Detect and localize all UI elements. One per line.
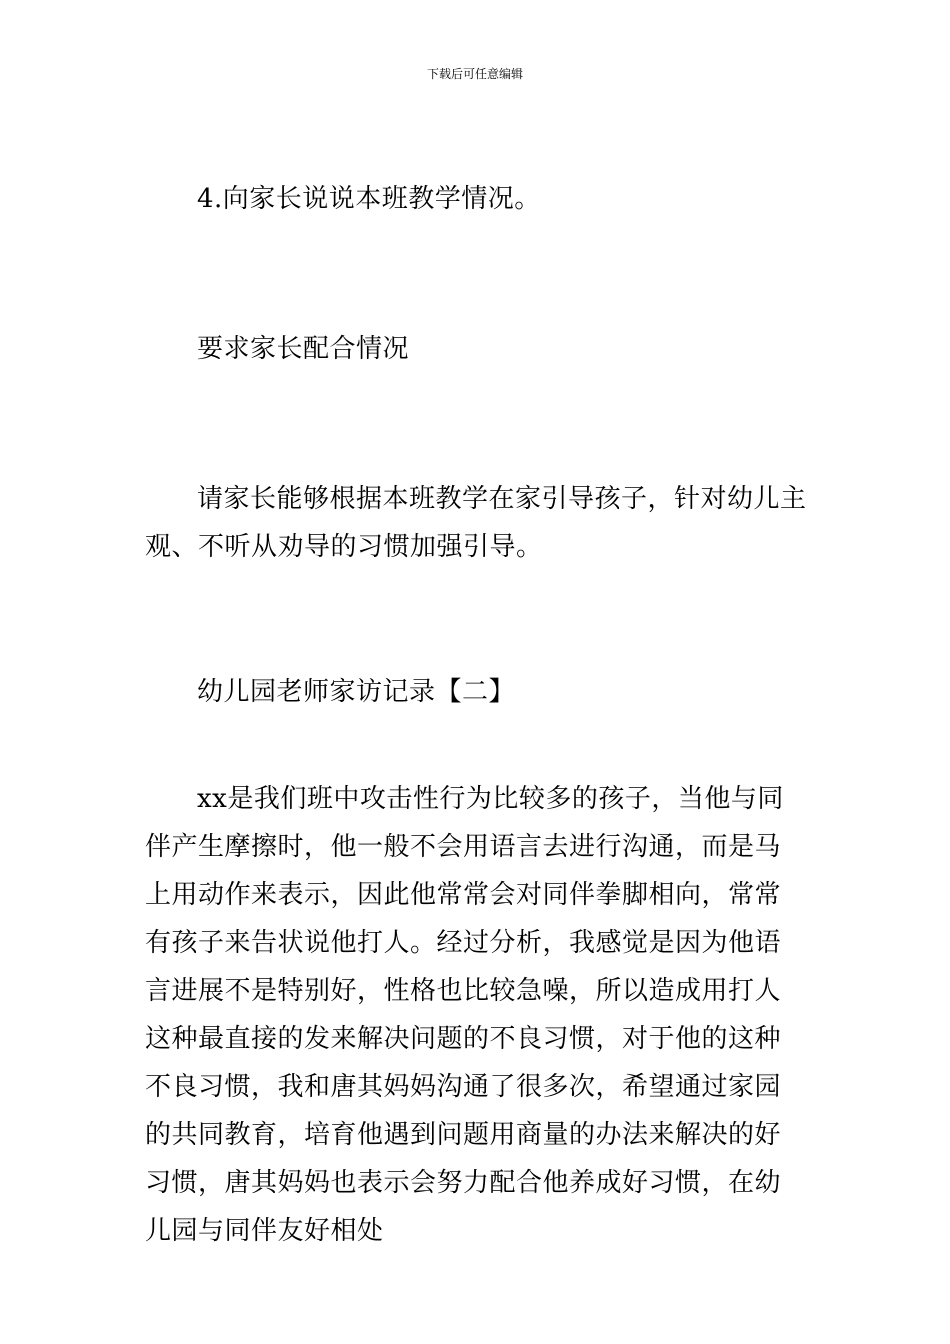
header-note: 下载后可任意编辑 [426, 67, 523, 81]
list-item-4: 4.向家长说说本班教学情况。 [197, 184, 541, 214]
record-title: 幼儿园老师家访记录【二】 [197, 677, 516, 707]
section-heading: 要求家长配合情况 [197, 334, 410, 364]
record-paragraph: xx是我们班中攻击性行为比较多的孩子，当他与同伴产生摩擦时，他一般不会用语言去进行沟通，而是马上用动作来表示，因此他常常会对同伴拳脚相向，常常有孩子来告状说他打人。经过分析，我感觉是因为他语言进展不是特别好，性格也比较急噪，所以造成用打人这种最直接的发来解决问题的不良习惯，对于他的这种不良习惯，我和唐其妈妈沟通了很多次，希望通过家园的共同教育，培育他遇到问题用商量的办法来解决的好习惯，唐其妈妈也表示会努力配合他养成好习惯，在幼儿园与同伴友好相处 [145, 784, 784, 1246]
request-paragraph: 请家长能够根据本班教学在家引导孩子，针对幼儿主观、不听从劝导的习惯加强引导。 [145, 484, 807, 562]
